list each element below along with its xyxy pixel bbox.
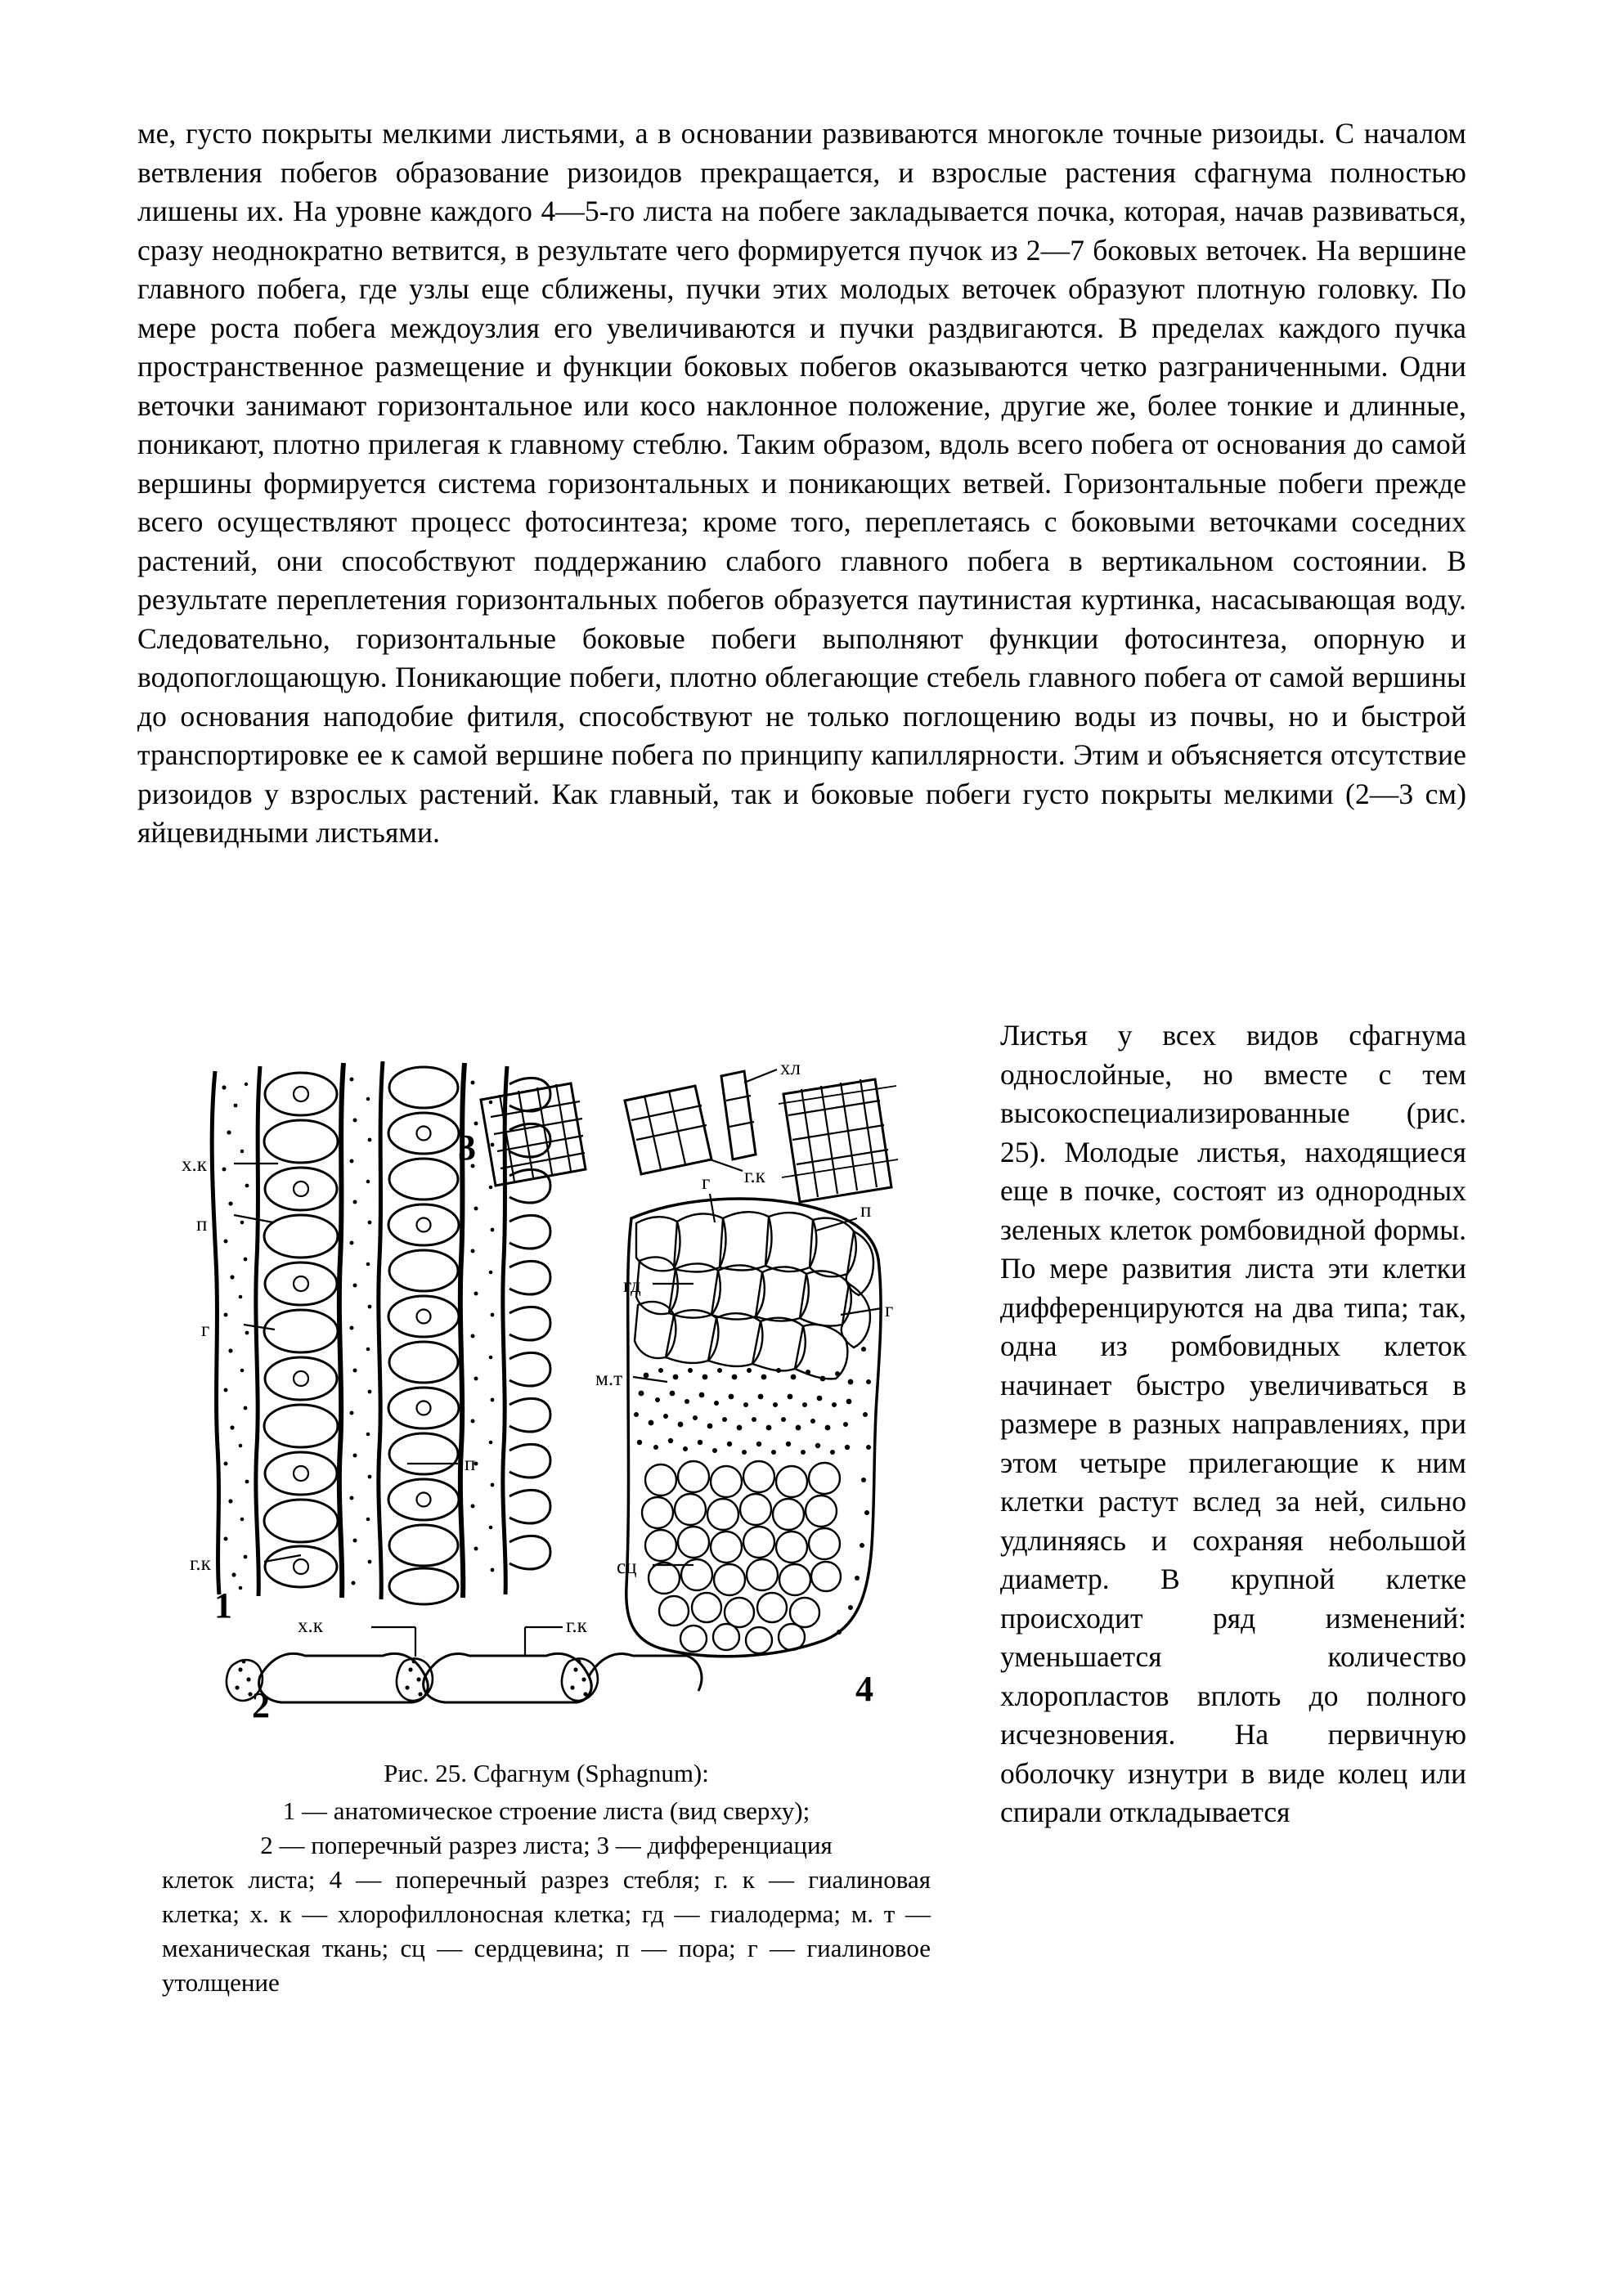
right-column xyxy=(1000,1016,1466,1832)
body-paragraph: ме, густо покрыты мелкими листьями, а в основании развиваются многокле точные ризоиды. С началом ветвления побегов образование ризоидов прекращается, и взрослые растения сфагнума полностью лишены их. На уровне каждого 4—5-го листа на побеге закладывается почка, которая, начав развиваться, сразу неоднократно ветвится, в результате чего формируется пучок из 2—7 боковых веточек. На вершине главного побега, где узлы еще сближены, пучки этих молодых веточек образуют плотную головку. По мере роста побега междоузлия его увеличиваются и пучки раздвигаются. В пределах каждого пучка пространственное размещение и функции боковых побегов оказываются четко разграниченными. Одни веточки занимают горизонтальное или косо наклонное положение, другие же, более тонкие и длинные, поникают, плотно прилегая к главному стеблю. Таким образом, вдоль всего побега от основания до самой вершины формируется система горизонтальных и поникающих ветвей. Горизонтальные побеги прежде всего осуществляют процесс фотосинтеза; кроме того, переплетаясь с боковыми веточками соседних растений, они способствуют поддержанию слабого главного побега в вертикальном состоянии. В результате переплетения горизонтальных побегов образуется паутинистая куртинка, насасывающая воду. Следовательно, горизонтальные боковые побеги выполняют функции фотосинтеза, опорную и водопоглощающую. Поникающие побеги, плотно облегающие стебель главного побега от самой вершины до основания наподобие фитиля, способствуют не только поглощению воды из почвы, но и быстрой транспортировке ее к самой вершине побега по принципу капиллярности. Этим и объясняется отсутствие ризоидов у взрослых растений. Как главный, так и боковые побеги густо покрыты мелкими (2—3 см) яйцевидными листьями. xyxy=(137,117,1466,849)
right-column-paragraph: Листья у всех видов сфагнума однослойные, но вместе с тем высокоспециализированные (рис. 25). Молодые листья, находящиеся еще в почке, состоят из однородных зеленых клеток ромбовидной формы. По мере развития листа эти клетки дифференцируются на два типа; так, одна из ромбовидных клеток начинает быстро увеличиваться в размере в разных направлениях, при этом четыре прилегающие к ним клетки растут вслед за ней, сильно удлиняясь и сохраняя небольшой диаметр. В крупной клетке происходит ряд изменений: уменьшается количество хлоропластов вплоть до полного исчезновения. На первичную оболочку изнутри в виде колец или спирали откладывается xyxy=(1000,1019,1466,1828)
panel-number-1: 1 xyxy=(214,1585,232,1626)
label-gk-panel3: г.к xyxy=(744,1165,765,1187)
main-text-block xyxy=(137,114,1466,853)
label-gk-panel2: г.к xyxy=(566,1615,587,1637)
figure-caption-title: Рис. 25. Сфагнум (Sphagnum): xyxy=(384,1759,709,1787)
label-gd-panel4: гд xyxy=(623,1275,641,1297)
figure-column xyxy=(137,1055,955,2000)
label-p-panel4: п xyxy=(860,1200,872,1222)
label-mt-panel4: м.т xyxy=(595,1368,622,1390)
label-p-top: п xyxy=(196,1213,208,1235)
figure-caption-body: клеток листа; 4 — поперечный разрез стебля; г. к — гиалиновая клетка; х. к — хлорофиллоносная клетка; гд — гиалодерма; м. т — механическая ткань; сц — сердцевина; п — пора; г — гиалиновое утолщение xyxy=(162,1865,931,1997)
label-sc-panel4: сц xyxy=(617,1556,637,1578)
figure-25 xyxy=(137,1055,955,1742)
label-gk-bottom-left: г.к xyxy=(190,1553,211,1575)
label-p-right: п xyxy=(465,1453,476,1475)
panel2-leaf-cross-section xyxy=(227,1627,702,1702)
label-xk-top: х.к xyxy=(182,1154,207,1176)
label-g-panel4-right: г xyxy=(885,1299,894,1321)
panel-number-4: 4 xyxy=(855,1669,873,1709)
body-paragraph-container xyxy=(137,114,1466,853)
figure-and-sidebar-area xyxy=(137,1019,1466,2216)
figure-caption xyxy=(137,1756,955,2000)
figure-caption-line-2: 2 — поперечный разрез листа; 3 — дифференциация xyxy=(260,1831,833,1859)
label-hl-panel3: хл xyxy=(780,1057,801,1079)
panel4-stem-cross-section xyxy=(626,1194,882,1657)
panel3-cell-differentiation xyxy=(481,1070,898,1202)
label-g-left: г xyxy=(201,1319,210,1341)
panel-number-3: 3 xyxy=(458,1128,476,1168)
panel1-leaf-surface xyxy=(212,1061,550,1604)
label-g-panel4-top: г xyxy=(702,1172,711,1194)
panel-number-2: 2 xyxy=(252,1685,270,1725)
figure-caption-line-1: 1 — анатомическое строение листа (вид сверху); xyxy=(282,1796,810,1825)
sphagnum-illustration xyxy=(137,1055,955,1742)
label-xk-panel2: х.к xyxy=(298,1615,323,1637)
